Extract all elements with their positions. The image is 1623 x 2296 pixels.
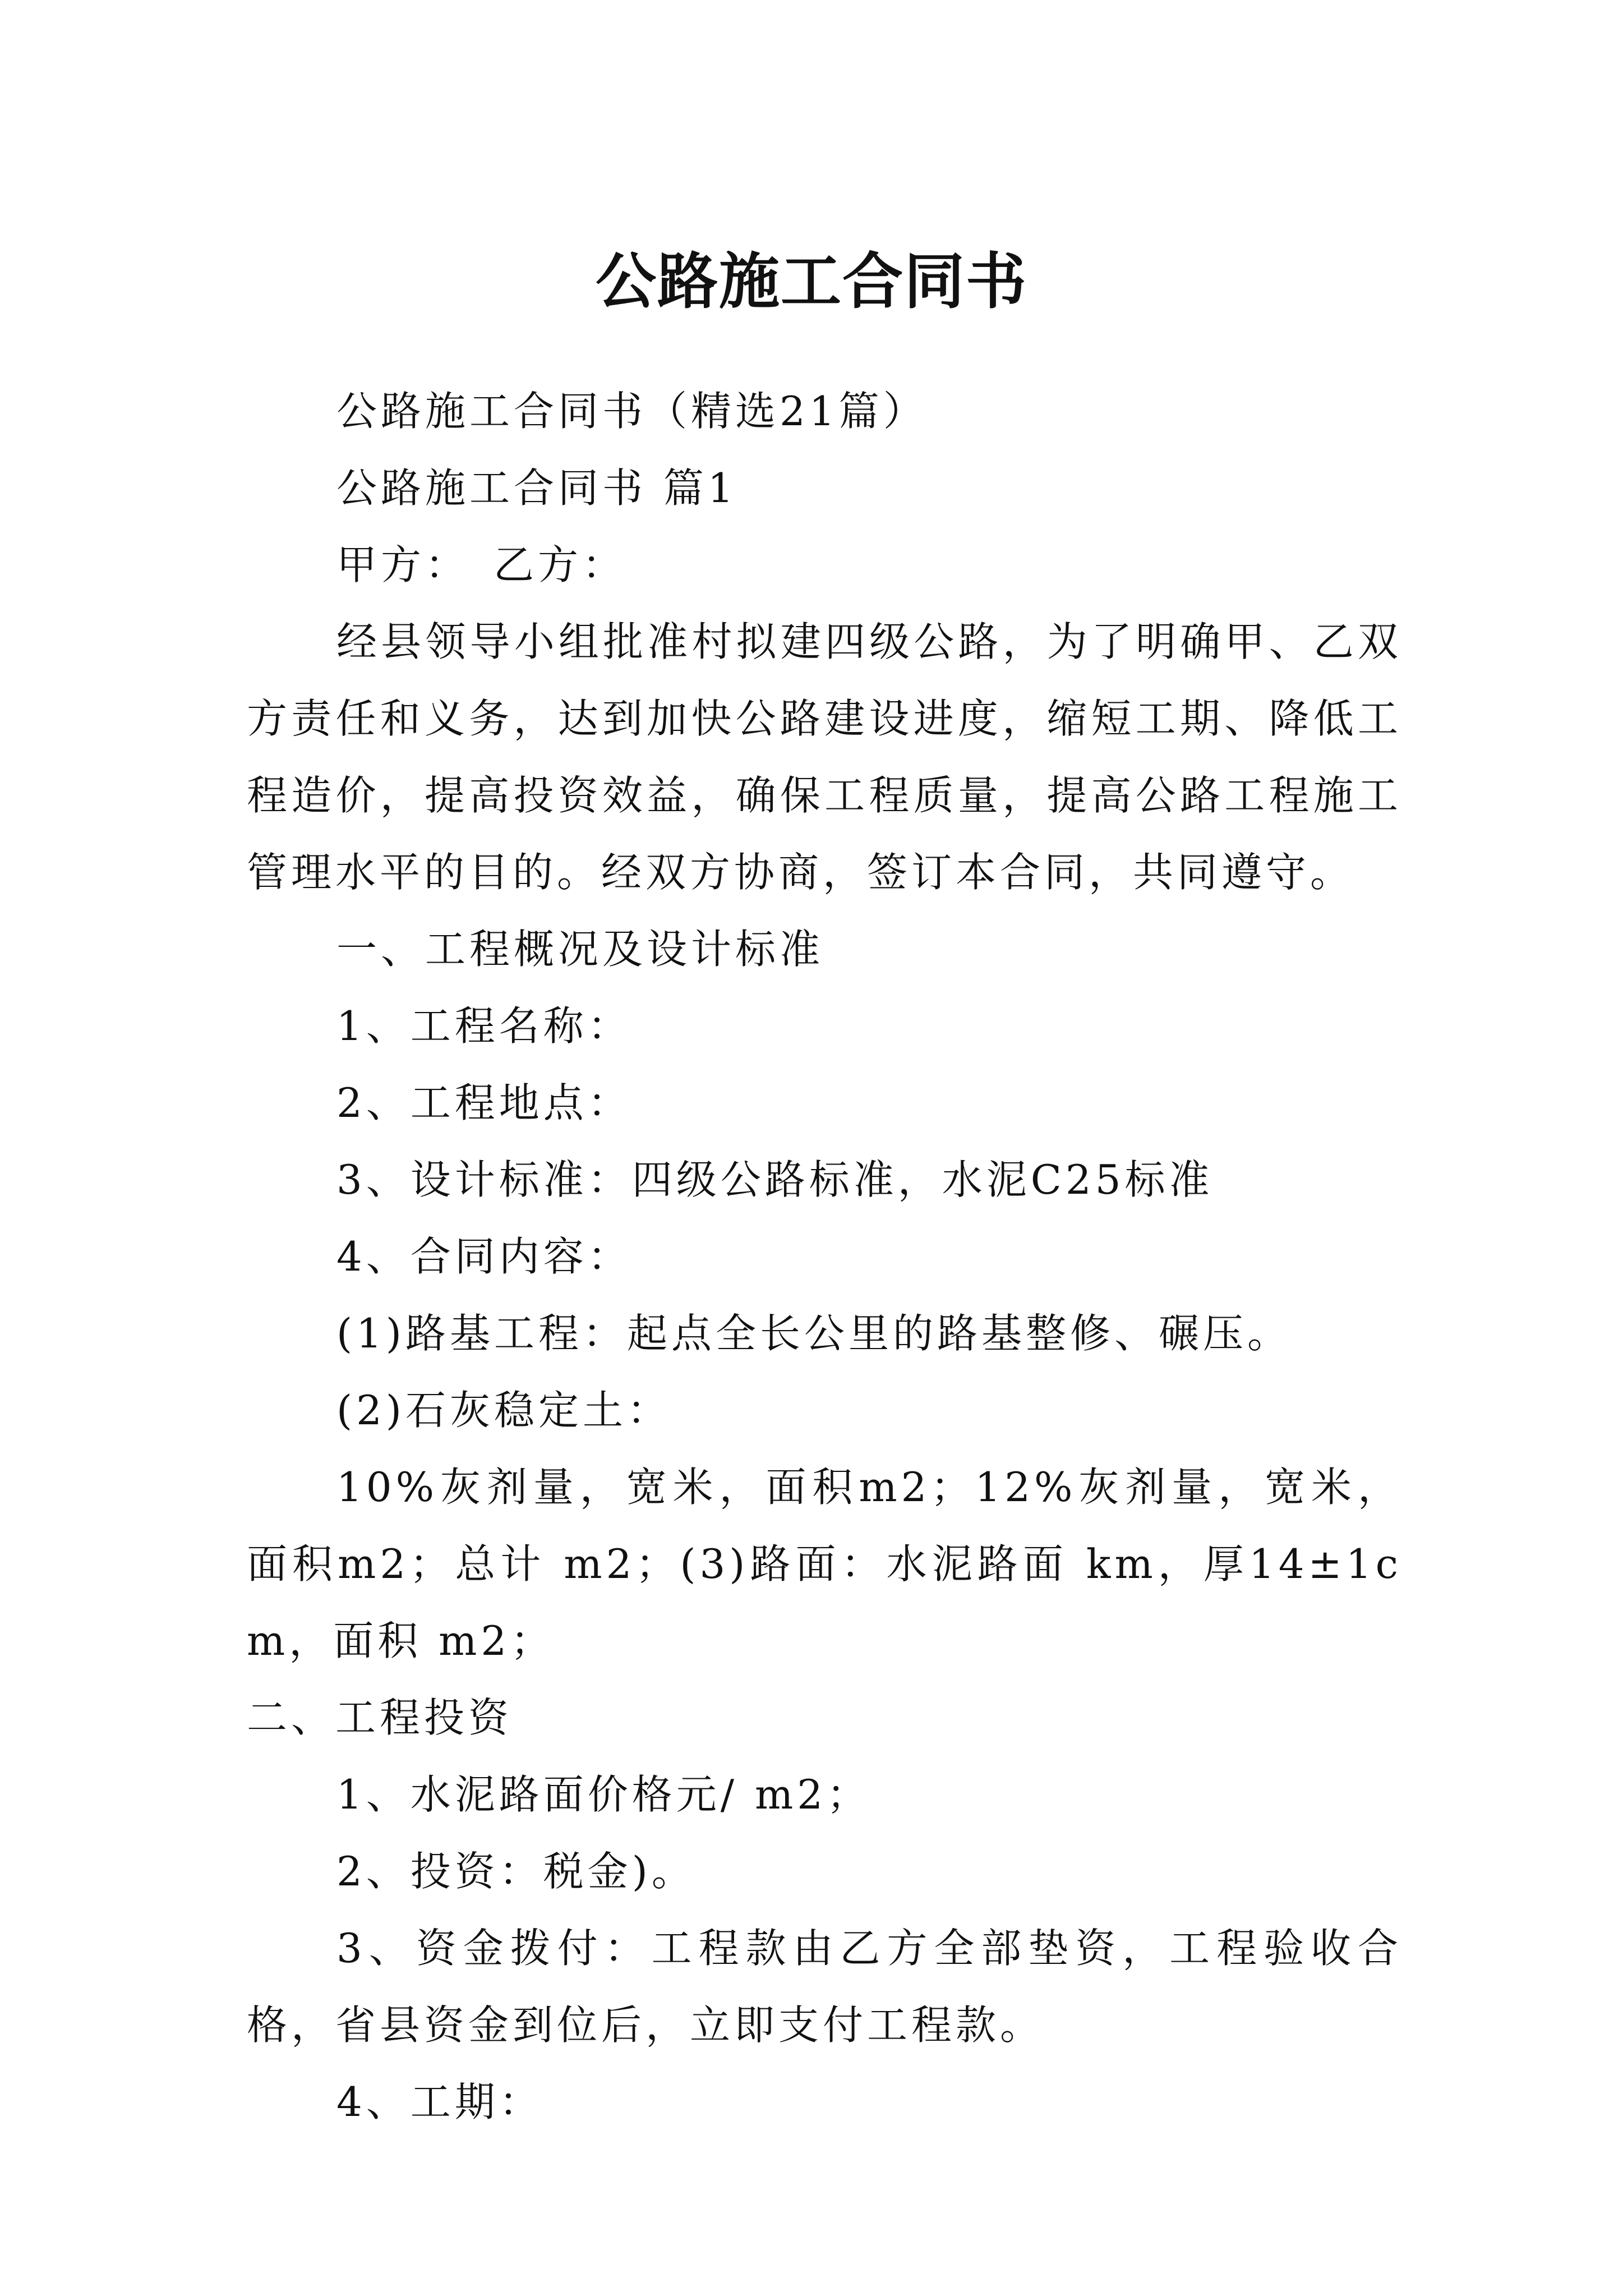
clause-item: 4、合同内容： (336, 1233, 632, 1280)
clause-item: 2、投资：税金)。 (336, 1848, 696, 1895)
clause-subitem: (1)路基工程：起点全长公里的路基整修、碾压。 (336, 1310, 1292, 1357)
clause-subitem: (2)石灰稳定土： (336, 1387, 671, 1434)
clause-detail-paragraph: 10%灰剂量，宽米，面积m2；12%灰剂量，宽米，面积m2；总计 m2；(3)路面：水泥路面 km，厚14±1cm，面积 m2； (247, 1464, 1402, 1664)
parties-line: 甲方： 乙方： (336, 541, 627, 588)
clause-item: 4、工期： (336, 2078, 543, 2125)
document-body (247, 373, 1402, 2141)
subtitle-line: 公路施工合同书（精选21篇） (336, 388, 928, 435)
clause-heading: 二、工程投资 (247, 1694, 513, 1741)
clause-item: 3、资金拨付：工程款由乙方全部垫资，工程验收合格，省县资金到位后，立即支付工程款。 (247, 1925, 1402, 2049)
clause-item: 1、水泥路面价格元/ m2； (336, 1771, 872, 1818)
clause-heading: 一、工程概况及设计标准 (336, 926, 824, 973)
clause-item: 3、设计标准：四级公路标准，水泥C25标准 (336, 1156, 1214, 1203)
intro-paragraph: 经县领导小组批准村拟建四级公路，为了明确甲、乙双方责任和义务，达到加快公路建设进度，缩短工期、降低工程造价，提高投资效益，确保工程质量，提高公路工程施工管理水平的目的。经双方协商，签订本合同，共同遵守。 (247, 618, 1402, 896)
document-title: 公路施工合同书 (595, 246, 1027, 318)
section-heading: 公路施工合同书 篇1 (336, 464, 737, 512)
clause-item: 2、工程地点： (336, 1079, 632, 1126)
clause-item: 1、工程名称： (336, 1002, 632, 1050)
